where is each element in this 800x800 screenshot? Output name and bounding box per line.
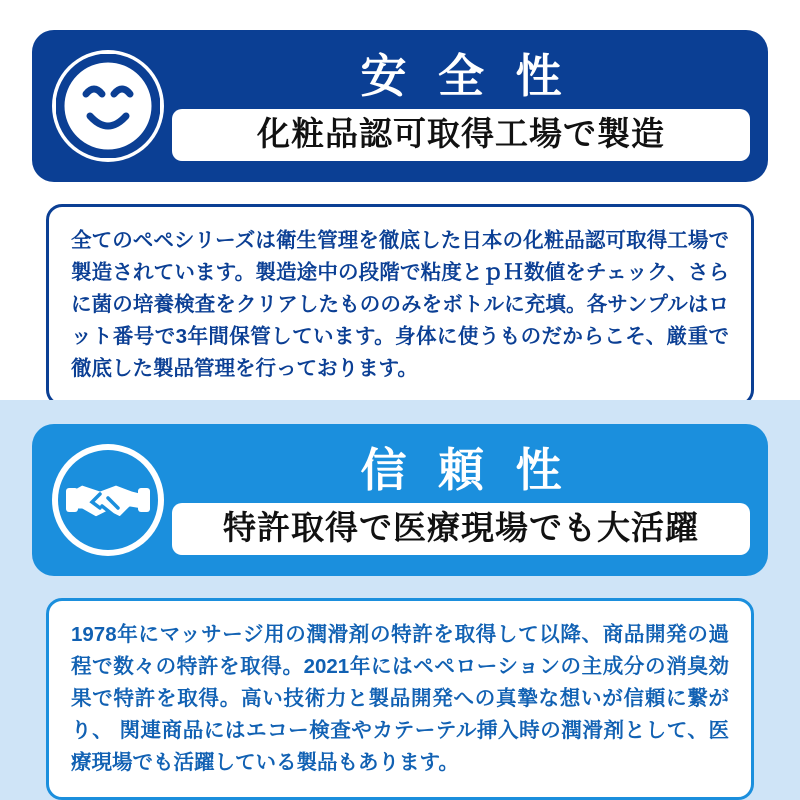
safety-header-texts <box>172 50 750 162</box>
safety-subtitle: 化粧品認可取得工場で製造 <box>257 117 665 153</box>
safety-header-band <box>32 30 768 182</box>
safety-subtitle-plate <box>172 109 750 161</box>
smiling-face-icon <box>52 50 164 162</box>
handshake-icon <box>52 444 164 556</box>
trust-subtitle: 特許取得で医療現場でも大活躍 <box>223 511 699 547</box>
safety-title: 安 全 性 <box>360 51 572 102</box>
trust-title: 信 頼 性 <box>360 445 572 496</box>
safety-body-card <box>46 204 754 406</box>
trust-body-card <box>46 598 754 800</box>
safety-body-text: 全てのペペシリーズは衛生管理を徹底した日本の化粧品認可取得工場で製造されています。製造途中の段階で粘度とｐＨ数値をチェック、さらに菌の培養検査をクリアしたもののみをボトルに充填。各サンプルはロット番号で3年間保管しています。身体に使うものだからこそ、厳重で徹底した製品管理を行っております。 <box>71 229 729 380</box>
trust-body-text: 1978年にマッサージ用の潤滑剤の特許を取得して以降、商品開発の過程で数々の特許を取得。2021年にはペペローションの主成分の消臭効果で特許を取得。高い技術力と製品開発への真摯な想いが信頼に繋がり、 関連商品にはエコー検査やカテーテル挿入時の潤滑剤として、医療現場でも活躍している製品もあります。 <box>71 623 729 774</box>
trust-header-texts <box>172 444 750 556</box>
trust-header-band <box>32 424 768 576</box>
section-trust <box>0 400 800 800</box>
trust-subtitle-plate <box>172 503 750 555</box>
